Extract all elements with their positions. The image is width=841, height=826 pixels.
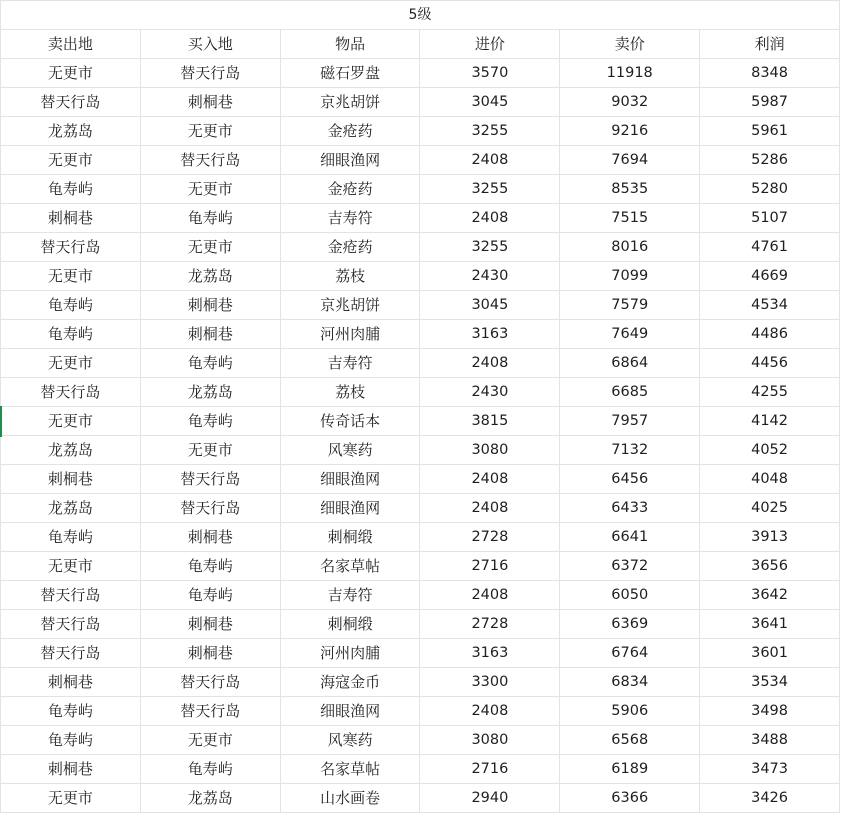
cell-item[interactable]: 荔枝 <box>280 378 420 407</box>
cell-buy-place[interactable]: 刺桐巷 <box>140 523 280 552</box>
cell-item[interactable]: 海寇金币 <box>280 668 420 697</box>
cell-price[interactable]: 6366 <box>560 784 700 813</box>
cell-cost[interactable]: 3163 <box>420 639 560 668</box>
cell-item[interactable]: 刺桐缎 <box>280 610 420 639</box>
cell-buy-place[interactable]: 龟寿屿 <box>140 349 280 378</box>
cell-sell-place[interactable]: 替天行岛 <box>1 610 141 639</box>
cell-item[interactable]: 细眼渔网 <box>280 697 420 726</box>
cell-buy-place[interactable]: 龟寿屿 <box>140 552 280 581</box>
cell-price[interactable]: 7099 <box>560 262 700 291</box>
cell-sell-place[interactable]: 龙荔岛 <box>1 494 141 523</box>
header-cell-buy-place[interactable]: 买入地 <box>140 30 280 59</box>
cell-profit[interactable]: 3488 <box>700 726 840 755</box>
cell-sell-place[interactable]: 龟寿屿 <box>1 523 141 552</box>
cell-cost[interactable]: 2716 <box>420 552 560 581</box>
cell-sell-place[interactable]: 无更市 <box>1 146 141 175</box>
cell-buy-place[interactable]: 替天行岛 <box>140 668 280 697</box>
cell-sell-place[interactable]: 刺桐巷 <box>1 668 141 697</box>
cell-cost[interactable]: 2408 <box>420 465 560 494</box>
cell-sell-place[interactable]: 替天行岛 <box>1 639 141 668</box>
cell-sell-place[interactable]: 龟寿屿 <box>1 697 141 726</box>
cell-sell-place[interactable]: 无更市 <box>1 262 141 291</box>
cell-sell-place[interactable]: 替天行岛 <box>1 378 141 407</box>
cell-price[interactable]: 7515 <box>560 204 700 233</box>
cell-cost[interactable]: 3163 <box>420 320 560 349</box>
cell-item[interactable]: 名家草帖 <box>280 552 420 581</box>
header-cell-sell-place[interactable]: 卖出地 <box>1 30 141 59</box>
cell-buy-place[interactable]: 刺桐巷 <box>140 610 280 639</box>
cell-profit[interactable]: 4761 <box>700 233 840 262</box>
cell-sell-place[interactable]: 替天行岛 <box>1 581 141 610</box>
cell-buy-place[interactable]: 替天行岛 <box>140 146 280 175</box>
cell-cost[interactable]: 2408 <box>420 204 560 233</box>
cell-price[interactable]: 8535 <box>560 175 700 204</box>
table-row <box>1 407 840 436</box>
table-row <box>1 88 840 117</box>
cell-cost[interactable]: 3045 <box>420 291 560 320</box>
cell-buy-place[interactable]: 刺桐巷 <box>140 639 280 668</box>
table-row <box>1 784 840 813</box>
cell-buy-place[interactable]: 龙荔岛 <box>140 784 280 813</box>
cell-item[interactable]: 吉寿符 <box>280 581 420 610</box>
cell-price[interactable]: 6372 <box>560 552 700 581</box>
cell-profit[interactable]: 3534 <box>700 668 840 697</box>
cell-buy-place[interactable]: 龙荔岛 <box>140 378 280 407</box>
table-row <box>1 755 840 784</box>
cell-price[interactable]: 9032 <box>560 88 700 117</box>
cell-item[interactable]: 河州肉脯 <box>280 320 420 349</box>
cell-item[interactable]: 河州肉脯 <box>280 639 420 668</box>
cell-cost[interactable]: 3045 <box>420 88 560 117</box>
table-row <box>1 349 840 378</box>
cell-cost[interactable]: 3255 <box>420 117 560 146</box>
cell-item[interactable]: 刺桐缎 <box>280 523 420 552</box>
cell-cost[interactable]: 2408 <box>420 349 560 378</box>
table-row <box>1 552 840 581</box>
table-row <box>1 697 840 726</box>
header-cell-item[interactable]: 物品 <box>280 30 420 59</box>
cell-cost[interactable]: 3815 <box>420 407 560 436</box>
cell-buy-place[interactable]: 替天行岛 <box>140 465 280 494</box>
cell-price[interactable]: 6050 <box>560 581 700 610</box>
cell-profit[interactable]: 5286 <box>700 146 840 175</box>
table-row <box>1 523 840 552</box>
cell-profit[interactable]: 3913 <box>700 523 840 552</box>
cell-cost[interactable]: 2408 <box>420 494 560 523</box>
cell-cost[interactable]: 2728 <box>420 523 560 552</box>
sheet-title-cell[interactable]: 5级 <box>1 1 840 30</box>
table-row <box>1 581 840 610</box>
cell-buy-place[interactable]: 无更市 <box>140 233 280 262</box>
table-row <box>1 610 840 639</box>
cell-sell-place[interactable]: 替天行岛 <box>1 233 141 262</box>
cell-cost[interactable]: 2430 <box>420 378 560 407</box>
cell-sell-place[interactable]: 龙荔岛 <box>1 436 141 465</box>
cell-item[interactable]: 细眼渔网 <box>280 465 420 494</box>
cell-cost[interactable]: 2716 <box>420 755 560 784</box>
cell-buy-place[interactable]: 无更市 <box>140 117 280 146</box>
cell-item[interactable]: 磁石罗盘 <box>280 59 420 88</box>
header-cell-price[interactable]: 卖价 <box>560 30 700 59</box>
cell-buy-place[interactable]: 替天行岛 <box>140 697 280 726</box>
cell-item[interactable]: 金疮药 <box>280 233 420 262</box>
cell-buy-place[interactable]: 无更市 <box>140 726 280 755</box>
cell-price[interactable]: 7694 <box>560 146 700 175</box>
cell-item[interactable]: 名家草帖 <box>280 755 420 784</box>
cell-item[interactable]: 传奇话本 <box>280 407 420 436</box>
cell-price[interactable]: 6834 <box>560 668 700 697</box>
cell-cost[interactable]: 2408 <box>420 697 560 726</box>
cell-item[interactable]: 细眼渔网 <box>280 146 420 175</box>
cell-price[interactable]: 7649 <box>560 320 700 349</box>
cell-profit[interactable]: 4052 <box>700 436 840 465</box>
cell-buy-place[interactable]: 无更市 <box>140 175 280 204</box>
cell-buy-place[interactable]: 刺桐巷 <box>140 320 280 349</box>
cell-sell-place[interactable]: 刺桐巷 <box>1 204 141 233</box>
cell-profit[interactable]: 3656 <box>700 552 840 581</box>
cell-sell-place[interactable]: 龟寿屿 <box>1 320 141 349</box>
cell-profit[interactable]: 3642 <box>700 581 840 610</box>
cell-price[interactable]: 7132 <box>560 436 700 465</box>
title-row <box>1 1 840 30</box>
cell-cost[interactable]: 2408 <box>420 581 560 610</box>
table-row <box>1 378 840 407</box>
cell-sell-place[interactable]: 无更市 <box>1 784 141 813</box>
cell-profit[interactable]: 5107 <box>700 204 840 233</box>
cell-cost[interactable]: 3255 <box>420 233 560 262</box>
cell-buy-place[interactable]: 替天行岛 <box>140 59 280 88</box>
cell-sell-place[interactable]: 无更市 <box>1 552 141 581</box>
cell-profit[interactable]: 4142 <box>700 407 840 436</box>
table-row <box>1 668 840 697</box>
cell-profit[interactable]: 5961 <box>700 117 840 146</box>
cell-sell-place[interactable]: 龟寿屿 <box>1 291 141 320</box>
cell-sell-place[interactable]: 替天行岛 <box>1 88 141 117</box>
header-cell-profit[interactable]: 利润 <box>700 30 840 59</box>
cell-profit[interactable]: 8348 <box>700 59 840 88</box>
cell-price[interactable]: 6685 <box>560 378 700 407</box>
cell-profit[interactable]: 4486 <box>700 320 840 349</box>
cell-price[interactable]: 6864 <box>560 349 700 378</box>
cell-price[interactable]: 6456 <box>560 465 700 494</box>
cell-cost[interactable]: 3080 <box>420 726 560 755</box>
table-row <box>1 494 840 523</box>
cell-item[interactable]: 金疮药 <box>280 175 420 204</box>
cell-price[interactable]: 7957 <box>560 407 700 436</box>
cell-buy-place[interactable]: 龟寿屿 <box>140 755 280 784</box>
cell-item[interactable]: 金疮药 <box>280 117 420 146</box>
cell-price[interactable]: 5906 <box>560 697 700 726</box>
cell-sell-place[interactable]: 无更市 <box>1 59 141 88</box>
cell-cost[interactable]: 2940 <box>420 784 560 813</box>
cell-sell-place[interactable]: 无更市 <box>1 349 141 378</box>
table-row <box>1 233 840 262</box>
cell-profit[interactable]: 3426 <box>700 784 840 813</box>
cell-cost[interactable]: 3300 <box>420 668 560 697</box>
cell-buy-place[interactable]: 无更市 <box>140 436 280 465</box>
cell-item[interactable]: 荔枝 <box>280 262 420 291</box>
table-row <box>1 262 840 291</box>
cell-buy-place[interactable]: 龟寿屿 <box>140 581 280 610</box>
cell-price[interactable]: 6369 <box>560 610 700 639</box>
cell-price[interactable]: 6433 <box>560 494 700 523</box>
cell-sell-place[interactable]: 无更市 <box>1 407 141 436</box>
cell-sell-place[interactable]: 龙荔岛 <box>1 117 141 146</box>
cell-profit[interactable]: 3473 <box>700 755 840 784</box>
cell-cost[interactable]: 3255 <box>420 175 560 204</box>
cell-buy-place[interactable]: 龙荔岛 <box>140 262 280 291</box>
cell-cost[interactable]: 2728 <box>420 610 560 639</box>
cell-profit[interactable]: 4456 <box>700 349 840 378</box>
cell-cost[interactable]: 2430 <box>420 262 560 291</box>
row-selection-marker <box>0 406 2 437</box>
table-row <box>1 291 840 320</box>
cell-profit[interactable]: 3641 <box>700 610 840 639</box>
cell-sell-place[interactable]: 刺桐巷 <box>1 755 141 784</box>
cell-buy-place[interactable]: 刺桐巷 <box>140 291 280 320</box>
table-row <box>1 59 840 88</box>
cell-item[interactable]: 京兆胡饼 <box>280 88 420 117</box>
cell-profit[interactable]: 4048 <box>700 465 840 494</box>
cell-buy-place[interactable]: 刺桐巷 <box>140 88 280 117</box>
table-row <box>1 465 840 494</box>
table-row <box>1 320 840 349</box>
cell-cost[interactable]: 2408 <box>420 146 560 175</box>
table-row <box>1 204 840 233</box>
cell-cost[interactable]: 3570 <box>420 59 560 88</box>
cell-price[interactable]: 7579 <box>560 291 700 320</box>
cell-price[interactable]: 9216 <box>560 117 700 146</box>
cell-item[interactable]: 山水画卷 <box>280 784 420 813</box>
cell-sell-place[interactable]: 龟寿屿 <box>1 726 141 755</box>
cell-price[interactable]: 6189 <box>560 755 700 784</box>
cell-buy-place[interactable]: 龟寿屿 <box>140 407 280 436</box>
cell-price[interactable]: 6764 <box>560 639 700 668</box>
cell-price[interactable]: 6568 <box>560 726 700 755</box>
cell-profit[interactable]: 5280 <box>700 175 840 204</box>
trade-table-body <box>1 1 840 813</box>
cell-sell-place[interactable]: 龟寿屿 <box>1 175 141 204</box>
cell-cost[interactable]: 3080 <box>420 436 560 465</box>
table-row <box>1 639 840 668</box>
cell-profit[interactable]: 4669 <box>700 262 840 291</box>
cell-buy-place[interactable]: 龟寿屿 <box>140 204 280 233</box>
cell-buy-place[interactable]: 替天行岛 <box>140 494 280 523</box>
cell-profit[interactable]: 5987 <box>700 88 840 117</box>
header-cell-cost[interactable]: 进价 <box>420 30 560 59</box>
table-row <box>1 436 840 465</box>
table-row <box>1 726 840 755</box>
cell-profit[interactable]: 3498 <box>700 697 840 726</box>
cell-item[interactable]: 风寒药 <box>280 726 420 755</box>
cell-profit[interactable]: 4534 <box>700 291 840 320</box>
cell-price[interactable]: 8016 <box>560 233 700 262</box>
table-row <box>1 175 840 204</box>
cell-item[interactable]: 吉寿符 <box>280 204 420 233</box>
cell-item[interactable]: 细眼渔网 <box>280 494 420 523</box>
cell-profit[interactable]: 4025 <box>700 494 840 523</box>
cell-item[interactable]: 风寒药 <box>280 436 420 465</box>
cell-price[interactable]: 11918 <box>560 59 700 88</box>
cell-price[interactable]: 6641 <box>560 523 700 552</box>
cell-item[interactable]: 吉寿符 <box>280 349 420 378</box>
table-row <box>1 117 840 146</box>
table-row <box>1 146 840 175</box>
cell-sell-place[interactable]: 刺桐巷 <box>1 465 141 494</box>
header-row <box>1 30 840 59</box>
cell-profit[interactable]: 3601 <box>700 639 840 668</box>
cell-profit[interactable]: 4255 <box>700 378 840 407</box>
cell-item[interactable]: 京兆胡饼 <box>280 291 420 320</box>
